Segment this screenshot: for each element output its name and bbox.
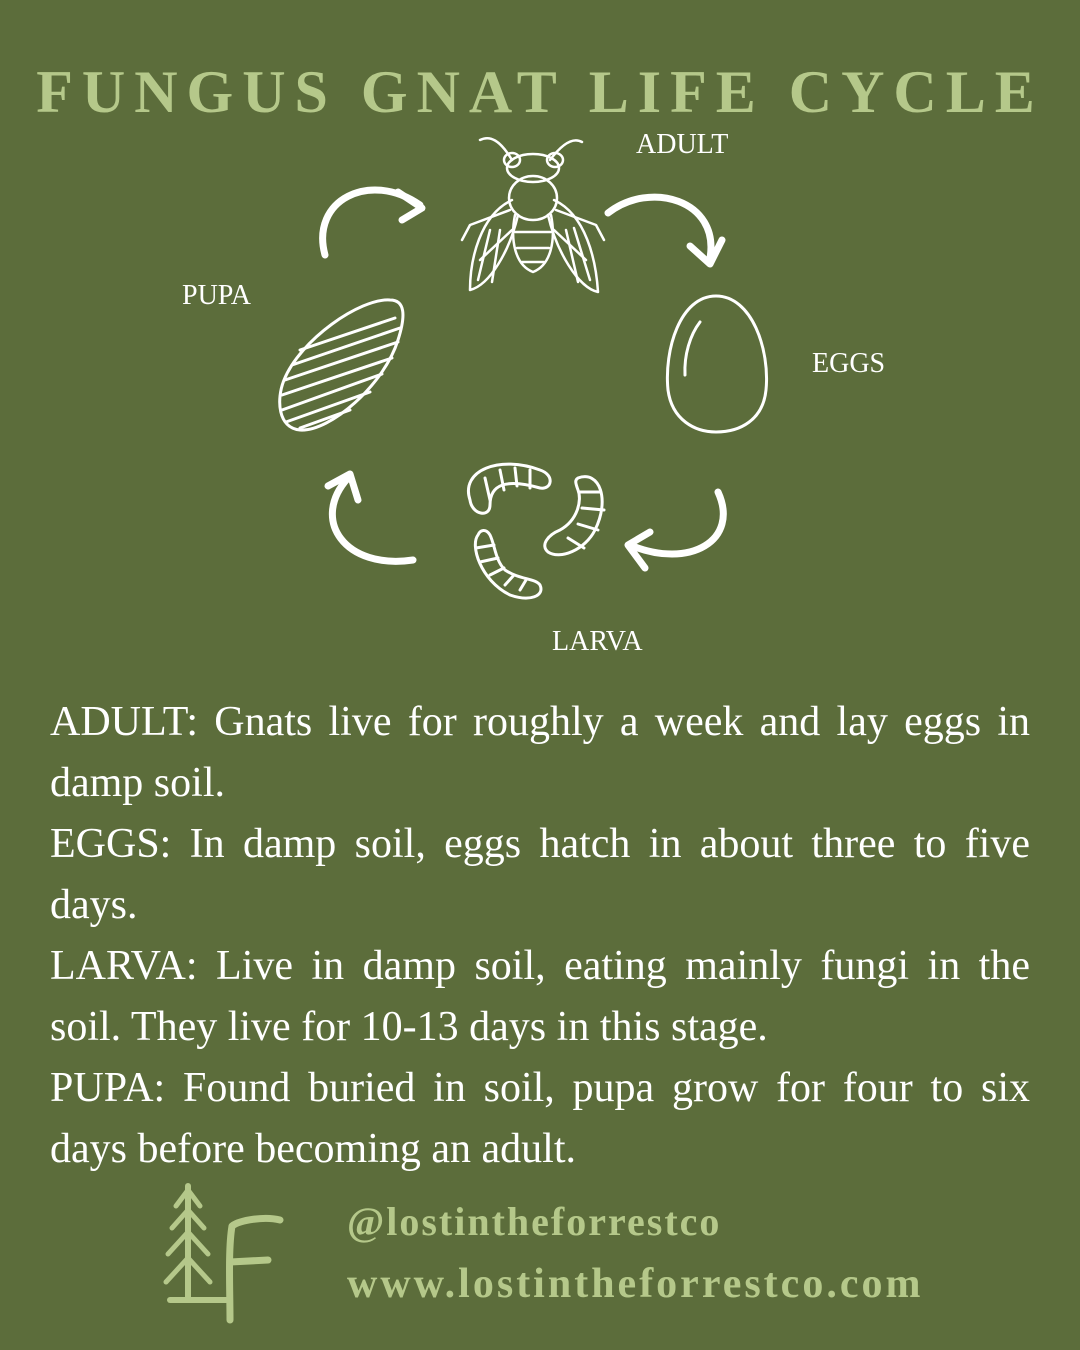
page-title: FUNGUS GNAT LIFE CYCLE (36, 59, 1044, 125)
stage-label-eggs: EGGS (812, 348, 886, 379)
larva-icon (468, 464, 604, 598)
pupa-icon (280, 300, 403, 430)
cycle-arrow-icon (608, 197, 722, 264)
description-larva: LARVA: Live in damp soil, eating mainly fungi in the soil. They live for 10-13 days in this stage. (50, 943, 1030, 1050)
cycle-arrow-icon (323, 190, 422, 255)
tree-logo-icon (160, 1180, 290, 1330)
description-eggs: EGGS: In damp soil, eggs hatch in about three to five days. (50, 821, 1030, 928)
description-pupa: PUPA: Found buried in soil, pupa grow for four to six days before becoming an adult. (50, 1065, 1030, 1172)
website-link[interactable]: www.lostintheforrestco.com (347, 1261, 924, 1307)
social-handle[interactable]: @lostintheforrestco (347, 1199, 722, 1244)
adult-fly-icon (462, 138, 604, 292)
stage-label-larva: LARVA (552, 626, 643, 657)
egg-icon (667, 296, 766, 432)
stage-descriptions (50, 692, 1030, 1180)
cycle-arrow-icon (328, 474, 413, 561)
stage-label-pupa: PUPA (182, 280, 252, 311)
cycle-arrow-icon (628, 492, 723, 568)
stage-label-adult: ADULT (636, 129, 729, 160)
description-adult: ADULT: Gnats live for roughly a week and lay eggs in damp soil. (50, 699, 1030, 806)
